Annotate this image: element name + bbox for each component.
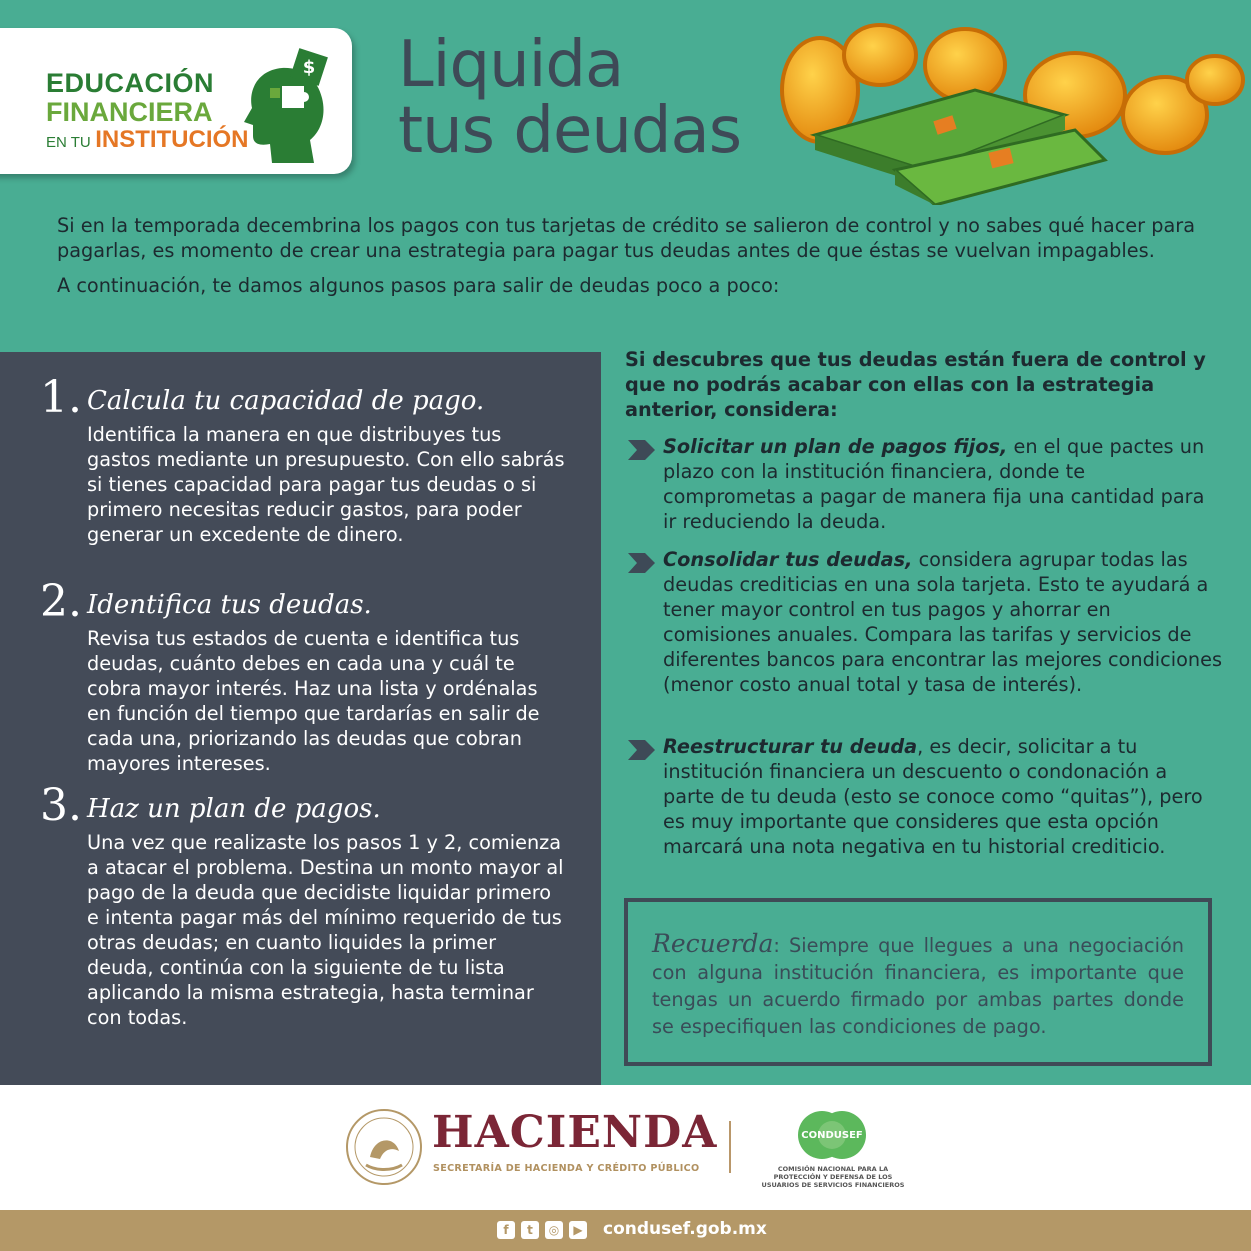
reminder-label: Recuerda bbox=[652, 929, 774, 958]
footer-divider bbox=[729, 1121, 731, 1173]
option-text bbox=[663, 547, 1223, 697]
logo-line-2: FINANCIERA bbox=[46, 97, 213, 127]
intro-paragraph-2: A continuación, te damos algunos pasos para salir de deudas poco a poco: bbox=[57, 274, 780, 297]
reminder-text bbox=[652, 930, 1184, 1040]
instagram-icon[interactable]: ◎ bbox=[545, 1221, 563, 1239]
option-bold: Consolidar tus deudas, bbox=[663, 548, 913, 571]
step-number: 1. bbox=[40, 372, 82, 423]
option-rest: considera agrupar todas las deudas crediticias en una sola tarjeta. Esto te ayudará a tener mayor control en tus pagos y ahorrar en comisiones anuales. Compara las tarifas y servicios de diferentes bancos para encontrar las mejores condiciones (menor costo anual total y tasa de interés). bbox=[663, 548, 1223, 696]
head-puzzle-icon bbox=[240, 48, 340, 166]
title-line-2: tus deudas bbox=[398, 94, 742, 168]
chevron-right-icon bbox=[625, 551, 657, 575]
money-coins-illustration bbox=[775, 20, 1245, 205]
intro-paragraph-1: Si en la temporada decembrina los pagos con tus tarjetas de crédito se salieron de control y no sabes qué hacer para pagarlas, es momento de crear una estrategia para pagar tus deudas antes de que éstas se vuelvan impagables. bbox=[57, 214, 1196, 262]
option-text bbox=[663, 434, 1223, 534]
social-icons bbox=[497, 1221, 587, 1239]
hacienda-name: HACIENDA bbox=[432, 1107, 718, 1158]
chevron-right-icon bbox=[625, 738, 657, 762]
step-number: 3. bbox=[40, 780, 82, 831]
logo-line-3-small: EN TU bbox=[46, 134, 91, 151]
step-body: Una vez que realizaste los pasos 1 y 2, comienza a atacar el problema. Destina un monto mayor al pago de la deuda que decidiste liquidar primero e intenta pagar más del mínimo requerido de tus otras deudas; en cuanto liquides la primer deuda, continúa con la siguiente de tu lista aplicando la misma estrategia, hasta terminar con todas. bbox=[87, 831, 564, 1029]
option-rest: , es decir, solicitar a tu institución financiera un descuento o condonación a parte de tu deuda (esto se conoce como “quitas”), pero es muy importante que consideres que esta opción marcará una nota negativa en tu historial crediticio. bbox=[663, 735, 1203, 858]
reminder-body: : Siempre que llegues a una negociación con alguna institución financiera, es importante que tengas un acuerdo firmado por ambas partes donde se especifiquen las condiciones de pago. bbox=[652, 934, 1184, 1038]
chevron-right-icon bbox=[625, 438, 657, 462]
condusef-wordmark: CONDUSEF bbox=[801, 1130, 863, 1141]
logo-line-3 bbox=[46, 128, 249, 152]
youtube-icon[interactable]: ▶ bbox=[569, 1221, 587, 1239]
step-number: 2. bbox=[40, 576, 82, 627]
option-bold: Solicitar un plan de pagos fijos, bbox=[663, 435, 1008, 458]
hacienda-subtitle: SECRETARÍA DE HACIENDA Y CRÉDITO PÚBLICO bbox=[433, 1163, 700, 1174]
twitter-icon[interactable]: t bbox=[521, 1221, 539, 1239]
footer bbox=[0, 1085, 1251, 1210]
program-logo-card bbox=[0, 28, 352, 174]
step-body: Revisa tus estados de cuenta e identifica tus deudas, cuánto debes en cada una y cuál te cobra mayor interés. Haz una lista y ordénalas en función del tiempo que tardarías en salir de cada una, priorizando las deudas que cobran mayores intereses. bbox=[87, 627, 540, 775]
intro bbox=[57, 213, 1207, 298]
option-text bbox=[663, 734, 1223, 859]
logo-line-3-accent: INSTITUCIÓN bbox=[95, 126, 249, 153]
facebook-icon[interactable]: f bbox=[497, 1221, 515, 1239]
page-title bbox=[398, 28, 742, 168]
option-rest: en el que pactes un plazo con la institución financiera, donde te comprometas a pagar de manera fija una cantidad para ir reduciendo la deuda. bbox=[663, 435, 1205, 533]
step-title: Calcula tu capacidad de pago. bbox=[87, 386, 485, 416]
options-heading: Si descubres que tus deudas están fuera de control y que no podrás acabar con ellas con la estrategia anterior, considera: bbox=[625, 348, 1206, 421]
step-title: Identifica tus deudas. bbox=[87, 590, 372, 620]
option-bold: Reestructurar tu deuda bbox=[663, 735, 918, 758]
step-title: Haz un plan de pagos. bbox=[87, 794, 381, 824]
mexico-seal-icon bbox=[344, 1107, 424, 1187]
logo-line-1: EDUCACIÓN bbox=[46, 68, 215, 98]
step-body: Identifica la manera en que distribuyes tus gastos mediante un presupuesto. Con ello sabrás si tienes capacidad para pagar tus deudas o si primero necesitas reducir gastos, para poder generar un excedente de dinero. bbox=[87, 423, 565, 546]
condusef-description: COMISIÓN NACIONAL PARA LA PROTECCIÓN Y DEFENSA DE LOS USUARIOS DE SERVICIOS FINANCIEROS bbox=[761, 1165, 905, 1189]
svg-text:$: $ bbox=[302, 57, 316, 78]
website-link[interactable]: condusef.gob.mx bbox=[603, 1219, 767, 1239]
reminder-box bbox=[624, 898, 1212, 1066]
title-line-1: Liquida bbox=[398, 28, 624, 102]
program-logo-text bbox=[46, 70, 249, 152]
